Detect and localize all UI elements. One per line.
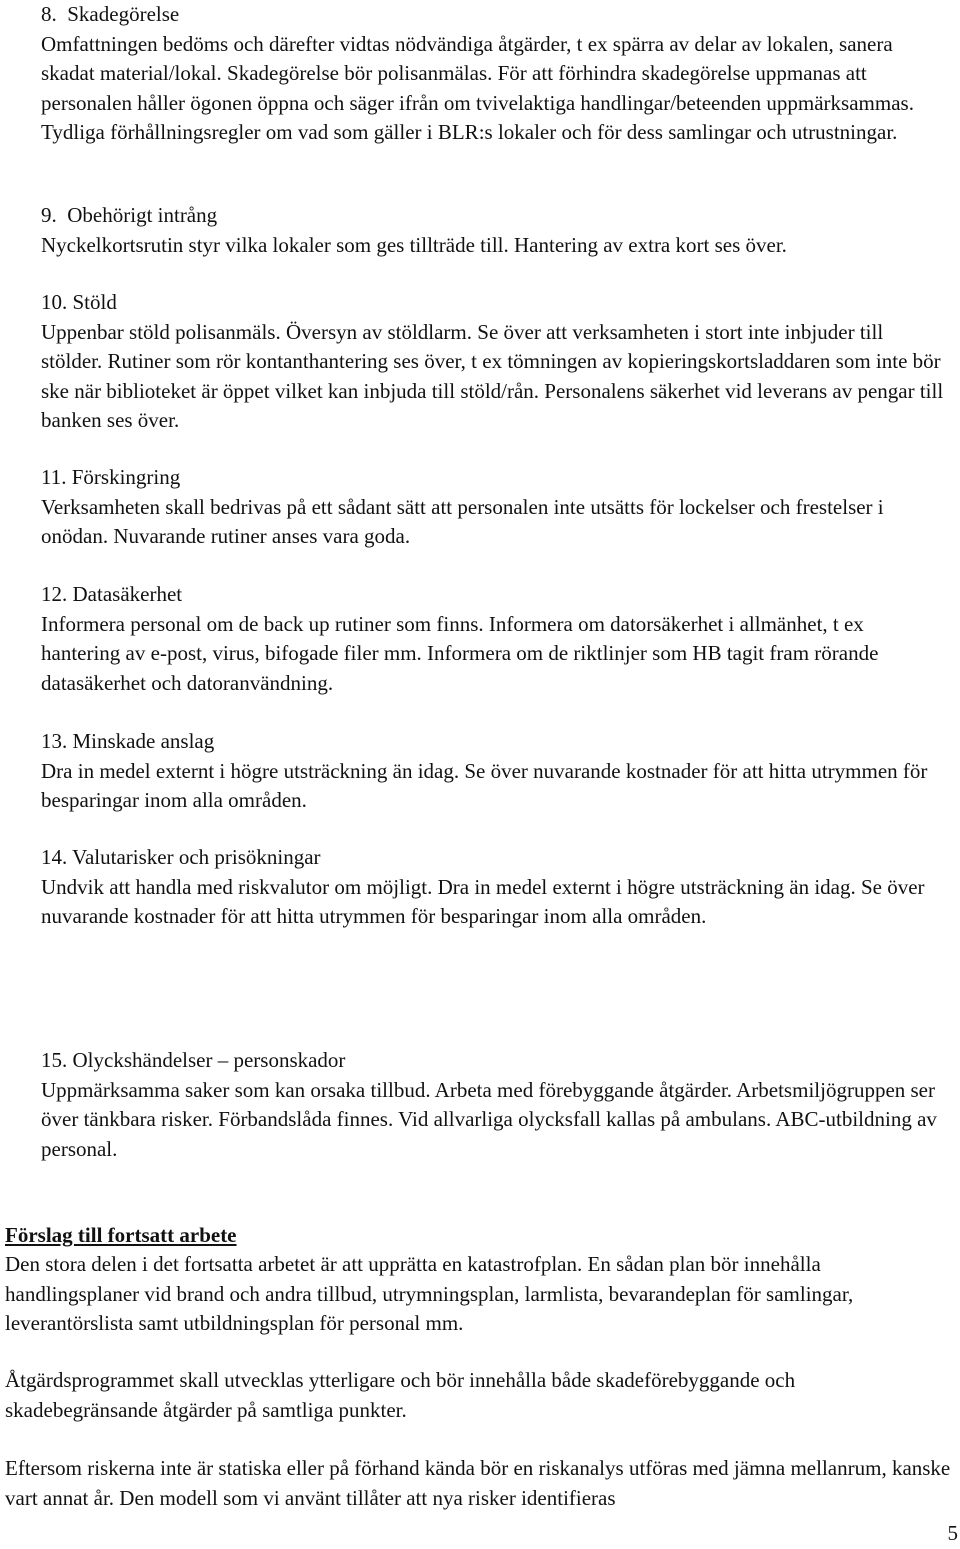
section-body: Omfattningen bedöms och därefter vidtas nödvändiga åtgärder, t ex spärra av delar av lokalen, sanera skadat material/lokal. Skadegörelse bör polisanmälas. För att förhindra skadegörelse uppmanas att personalen håller ögonen öppna och säger ifrån om tvivelaktiga handlingar/beteenden uppmärksammas. Tydliga förhållningsregler om vad som gäller i BLR:s lokaler och för dess samlingar och utrustningar. [41,31,914,144]
section-stold [41,288,946,436]
section-body: Nyckelkortsrutin styr vilka lokaler som ges tillträde till. Hantering av extra kort ses över. [41,232,787,257]
section-heading: 15. Olyckshändelser – personskador [41,1048,346,1072]
section-body: Verksamheten skall bedrivas på ett sådant sätt att personalen inte utsätts för lockelser och frestelser i onödan. Nuvarande rutiner anses vara goda. [41,494,884,548]
section-heading: 8. Skadegörelse [41,2,180,26]
page-number: 5 [947,1521,958,1545]
closing-paragraph-3: Eftersom riskerna inte är statiska eller på förhand kända bör en riskanalys utföras med jämna mellanrum, kanske vart annat år. Den modell som vi använt tillåter att nya risker identifieras [5,1456,951,1510]
section-forskingring [41,463,946,552]
section-heading: 9. Obehörigt intrång [41,203,218,227]
section-body: Undvik att handla med riskvalutor om möjligt. Dra in medel externt i högre utsträckning än idag. Se över nuvarande kostnader för att hitta utrymmen för besparingar inom alla områden. [41,874,925,928]
closing-heading: Förslag till fortsatt arbete [5,1223,237,1247]
section-heading: 13. Minskade anslag [41,729,215,753]
section-heading: 14. Valutarisker och prisökningar [41,845,321,869]
section-olyckshandelser [41,1046,946,1164]
section-minskade-anslag [41,727,946,816]
section-heading: 12. Datasäkerhet [41,582,183,606]
section-heading: 11. Förskingring [41,465,181,489]
section-obehorigt-intrang [41,201,946,260]
section-skadegorelse [41,0,946,148]
section-body: Uppmärksamma saker som kan orsaka tillbud. Arbeta med förebyggande åtgärder. Arbetsmiljögruppen ser över tänkbara risker. Förbandslåda finnes. Vid allvarliga olycksfall kallas på ambulans. ABC-utbildning av personal. [41,1077,937,1161]
section-body: Informera personal om de back up rutiner som finns. Informera om datorsäkerhet i allmänhet, t ex hantering av e-post, virus, bifogade filer mm. Informera om de riktlinjer som HB tagit fram rörande datasäkerhet och datoranvändning. [41,611,879,695]
section-heading: 10. Stöld [41,290,117,314]
section-valutarisker [41,843,946,932]
closing-paragraph-1: Den stora delen i det fortsatta arbetet är att upprätta en katastrofplan. En sådan plan bör innehålla handlingsplaner vid brand och andra tillbud, utrymningsplan, larmlista, bevarandeplan för samlingar, leverantörslista samt utbildningsplan för personal mm. [5,1252,854,1335]
section-body: Uppenbar stöld polisanmäls. Översyn av stöldlarm. Se över att verksamheten i stort inte inbjuder till stölder. Rutiner som rör kontanthantering ses över, t ex tömningen av kopieringskortsladdaren som inte bör ske när biblioteket är öppet vilket kan inbjuda till stöld/rån. Personalens säkerhet vid leverans av pengar till banken ses över. [41,319,944,432]
section-body: Dra in medel externt i högre utsträckning än idag. Se över nuvarande kostnader för att hitta utrymmen för besparingar inom alla områden. [41,758,928,812]
closing-heading-block [5,1221,955,1251]
closing-paragraph-2: Åtgärdsprogrammet skall utvecklas ytterligare och bör innehålla både skadeförebyggande och skadebegränsande åtgärder på samtliga punkter. [5,1368,796,1422]
section-datasakerhet [41,580,946,698]
